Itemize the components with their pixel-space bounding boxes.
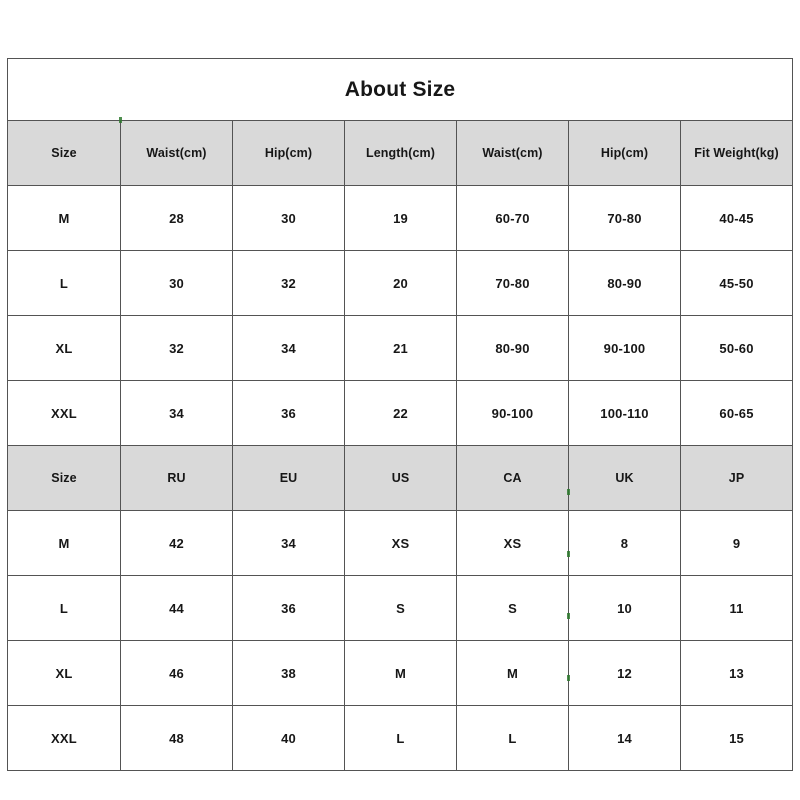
cell-length: 20 (345, 251, 457, 316)
cell-length: 22 (345, 381, 457, 446)
cell-hip-body: 70-80 (569, 186, 681, 251)
cell-ca: S (457, 576, 569, 641)
cell-ru: 44 (121, 576, 233, 641)
cell-hip-body: 90-100 (569, 316, 681, 381)
cell-waist-body: 90-100 (457, 381, 569, 446)
cell-hip-garment: 34 (233, 316, 345, 381)
column-header-hip-garment: Hip(cm) (233, 121, 345, 186)
cell-ru: 46 (121, 641, 233, 706)
column-header-fit-weight: Fit Weight(kg) (681, 121, 793, 186)
size-chart-body (8, 59, 793, 771)
column-header-us: US (345, 446, 457, 511)
cell-size: M (8, 511, 121, 576)
column-header-ca: CA (457, 446, 569, 511)
cell-size: XXL (8, 381, 121, 446)
size-chart-container (7, 58, 793, 746)
column-header-uk: UK (569, 446, 681, 511)
cell-jp: 15 (681, 706, 793, 771)
cell-us: XS (345, 511, 457, 576)
cell-ca: XS (457, 511, 569, 576)
cell-uk: 10 (569, 576, 681, 641)
table-row (8, 251, 793, 316)
table-row (8, 511, 793, 576)
cell-us: M (345, 641, 457, 706)
title-row (8, 59, 793, 121)
cell-uk: 12 (569, 641, 681, 706)
cell-size: XL (8, 316, 121, 381)
column-header-waist-garment: Waist(cm) (121, 121, 233, 186)
cell-waist-body: 60-70 (457, 186, 569, 251)
cell-eu: 38 (233, 641, 345, 706)
cell-hip-body: 80-90 (569, 251, 681, 316)
column-header-jp: JP (681, 446, 793, 511)
cell-us: S (345, 576, 457, 641)
header-row-international (8, 446, 793, 511)
cell-ru: 42 (121, 511, 233, 576)
cell-jp: 11 (681, 576, 793, 641)
cell-length: 19 (345, 186, 457, 251)
cell-waist-garment: 30 (121, 251, 233, 316)
cell-jp: 9 (681, 511, 793, 576)
column-header-length: Length(cm) (345, 121, 457, 186)
table-row (8, 576, 793, 641)
cell-length: 21 (345, 316, 457, 381)
cell-eu: 34 (233, 511, 345, 576)
table-row (8, 381, 793, 446)
cell-ca: L (457, 706, 569, 771)
cell-fit-weight: 45-50 (681, 251, 793, 316)
size-chart-table (7, 58, 793, 771)
cell-waist-body: 80-90 (457, 316, 569, 381)
cell-waist-garment: 34 (121, 381, 233, 446)
column-header-waist-body: Waist(cm) (457, 121, 569, 186)
chart-title: About Size (8, 59, 793, 121)
cell-fit-weight: 50-60 (681, 316, 793, 381)
column-header-eu: EU (233, 446, 345, 511)
cell-waist-garment: 32 (121, 316, 233, 381)
cell-waist-garment: 28 (121, 186, 233, 251)
column-header-size: Size (8, 121, 121, 186)
column-header-hip-body: Hip(cm) (569, 121, 681, 186)
cell-uk: 8 (569, 511, 681, 576)
cell-fit-weight: 40-45 (681, 186, 793, 251)
cell-eu: 40 (233, 706, 345, 771)
cell-fit-weight: 60-65 (681, 381, 793, 446)
cell-us: L (345, 706, 457, 771)
cell-size: M (8, 186, 121, 251)
table-row (8, 706, 793, 771)
column-header-size: Size (8, 446, 121, 511)
cell-size: L (8, 251, 121, 316)
cell-jp: 13 (681, 641, 793, 706)
cell-ru: 48 (121, 706, 233, 771)
cell-hip-body: 100-110 (569, 381, 681, 446)
cell-size: XXL (8, 706, 121, 771)
cell-hip-garment: 30 (233, 186, 345, 251)
table-row (8, 641, 793, 706)
table-row (8, 316, 793, 381)
cell-ca: M (457, 641, 569, 706)
header-row-measurements (8, 121, 793, 186)
column-header-ru: RU (121, 446, 233, 511)
cell-waist-body: 70-80 (457, 251, 569, 316)
cell-size: L (8, 576, 121, 641)
cell-uk: 14 (569, 706, 681, 771)
cell-hip-garment: 36 (233, 381, 345, 446)
table-row (8, 186, 793, 251)
cell-hip-garment: 32 (233, 251, 345, 316)
cell-eu: 36 (233, 576, 345, 641)
cell-size: XL (8, 641, 121, 706)
